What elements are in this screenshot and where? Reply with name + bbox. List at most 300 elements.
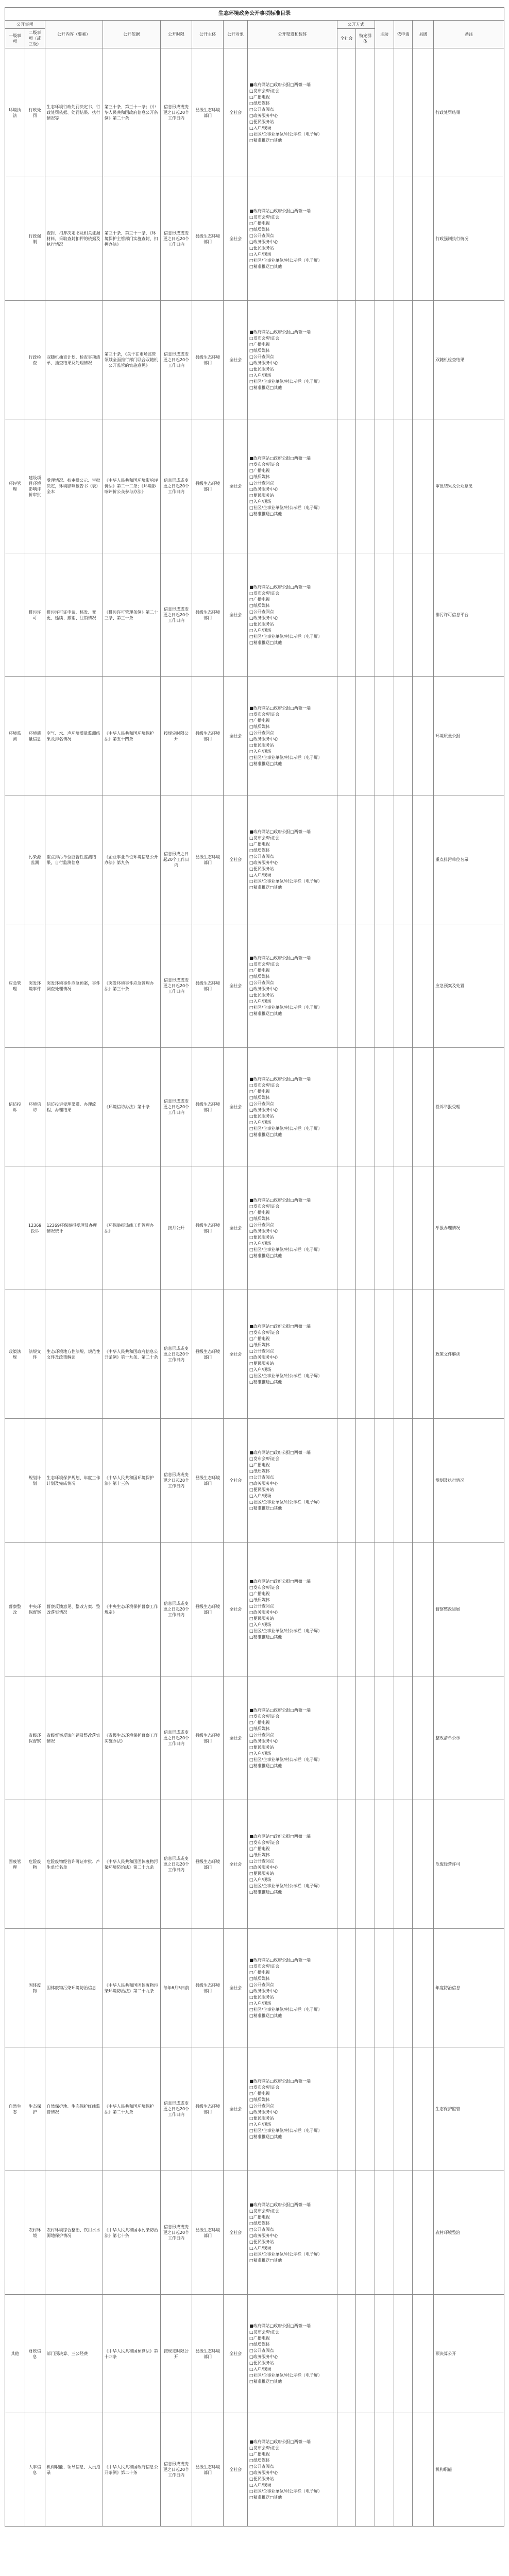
cell-basis: 重点排污单位监督性监测结果，自行监测信息 (45, 795, 103, 924)
cell-mode-all (337, 419, 356, 553)
cell-basis: 生态环境保护规划、年度工作计划及完成情况 (45, 1419, 103, 1543)
channel-item: □便民服务站 (249, 743, 274, 748)
channel-item: ■政府网站□政府公报□两微一端 (249, 956, 311, 960)
channel-item: □广播电视 (249, 597, 270, 602)
channel-item: □纸质媒体 (249, 101, 270, 106)
channel-item: □便民服务站 (249, 1361, 274, 1366)
cell-duration: 信息形成或变更之日起20个工作日内 (160, 1048, 192, 1166)
cell-mode-specific (356, 48, 375, 177)
channel-item: □广播电视 (249, 1846, 270, 1851)
cell-content: 《环保举报热线工作管理办法》 (103, 1166, 160, 1290)
channel-item: □精准推送□其他 (249, 1132, 282, 1137)
cell-level2: 12369投诉 (25, 1166, 45, 1290)
cell-level (413, 2047, 434, 2171)
channel-item: □入户/现场 (249, 2483, 272, 2487)
cell-level1: 环评管理 (5, 419, 25, 553)
cell-mode-specific (356, 2171, 375, 2295)
table-row (5, 1929, 504, 2047)
cell-basis: 督察反馈意见、整改方案、整改落实情况 (45, 1543, 103, 1676)
cell-basis: 固体废物污染环境防治信息 (45, 1929, 103, 2047)
cell-subject: 县级生态环境部门 (192, 48, 224, 177)
cell-note: 督察整改进展 (434, 1543, 504, 1676)
channel-item: □政务服务中心 (249, 113, 278, 118)
cell-content: 《中华人民共和国环境保护法》第五十四条 (103, 677, 160, 795)
cell-subject: 县级生态环境部门 (192, 2047, 224, 2171)
cell-basis: 双随机抽查计划、检查事项清单、抽查结果及处理情况 (45, 301, 103, 419)
cell-duration: 信息形成或变更之日起20个工作日内 (160, 553, 192, 677)
cell-mode-all (337, 1800, 356, 1929)
cell-subject: 县级生态环境部门 (192, 677, 224, 795)
cell-mode-specific (356, 924, 375, 1048)
channel-item: □精准推送□其他 (249, 2379, 282, 2384)
cell-level2: 行政强制 (25, 177, 45, 301)
channel-item: □政务服务中心 (249, 240, 278, 244)
channel-item: □社区/企事业单位/村公示栏（电子屏） (249, 879, 323, 884)
channel-item: □公开查阅点 (249, 2348, 274, 2353)
cell-mode-all (337, 677, 356, 795)
cell-level1 (5, 1419, 25, 1543)
channel-item: □便民服务站 (249, 2240, 274, 2244)
channel-item: □政务服务中心 (249, 1865, 278, 1870)
cell-mode-all (337, 1290, 356, 1419)
channel-item: □精准推送□其他 (249, 1764, 282, 1768)
cell-duration: 每年6月5日前 (160, 1929, 192, 2047)
cell-level1 (5, 177, 25, 301)
channel-item: □政务服务中心 (249, 616, 278, 620)
cell-mode-specific (356, 2295, 375, 2413)
channel-item: □发布会/听证会 (249, 215, 280, 219)
channel-item: □广播电视 (249, 1970, 270, 1975)
cell-content: 《中华人民共和国政府信息公开条例》第十九条、第二十条 (103, 1290, 160, 1419)
cell-level (413, 1543, 434, 1676)
channel-item: □发布会/听证会 (249, 1456, 280, 1461)
channel-item: ■政府网站□政府公报□两微一端 (249, 1077, 311, 1081)
channel-item: □便民服务站 (249, 120, 274, 124)
channel-item: □政务服务中心 (249, 737, 278, 741)
cell-level1: 督察整改 (5, 1543, 25, 1676)
cell-way (375, 419, 394, 553)
cell-subject: 县级生态环境部门 (192, 795, 224, 924)
cell-way2 (394, 1543, 413, 1676)
channel-item: □社区/企事业单位/村公示栏（电子屏） (249, 2252, 323, 2257)
cell-mode-specific (356, 1166, 375, 1290)
cell-subject: 县级生态环境部门 (192, 2171, 224, 2295)
channel-item: □精准推送□其他 (249, 2495, 282, 2500)
cell-duration: 信息形成之日起20个工作日内 (160, 795, 192, 924)
cell-mode-all (337, 301, 356, 419)
cell-level1: 环境执法 (5, 48, 25, 177)
channel-item: □便民服务站 (249, 993, 274, 997)
cell-way (375, 795, 394, 924)
channel-item: □纸质媒体 (249, 2342, 270, 2347)
channel-item: □政务服务中心 (249, 2110, 278, 2114)
channel-item: □精准推送□其他 (249, 385, 282, 390)
cell-channel (248, 1166, 337, 1290)
table-row (5, 1419, 504, 1543)
channel-item: □政务服务中心 (249, 1108, 278, 1112)
cell-level1 (5, 795, 25, 924)
cell-way2 (394, 48, 413, 177)
cell-way (375, 2171, 394, 2295)
channel-item: □公开查阅点 (249, 2104, 274, 2108)
channel-item: □便民服务站 (249, 1616, 274, 1621)
cell-basis: 受理情况、拟审批公示、审批决定，环境影响报告书（表）全本 (45, 419, 103, 553)
cell-level2: 环境信访 (25, 1048, 45, 1166)
cell-level2: 规划计划 (25, 1419, 45, 1543)
cell-subject: 县级生态环境部门 (192, 924, 224, 1048)
cell-object: 全社会 (224, 1290, 248, 1419)
cell-basis: 生态环境行政处罚决定书，行政处罚依据、处罚结果、执行情况等 (45, 48, 103, 177)
channel-item: □社区/企事业单位/村公示栏（电子屏） (249, 2489, 323, 2494)
channel-item: □公开查阅点 (249, 1604, 274, 1608)
channel-item: □广播电视 (249, 718, 270, 723)
cell-object: 全社会 (224, 2171, 248, 2295)
cell-content: 《中华人民共和国预算法》第十四条 (103, 2295, 160, 2413)
cell-way2 (394, 177, 413, 301)
channel-item: □社区/企事业单位/村公示栏（电子屏） (249, 132, 323, 137)
channel-item: □政务服务中心 (249, 987, 278, 991)
channel-item: □公开查阅点 (249, 2227, 274, 2232)
cell-subject: 县级生态环境部门 (192, 301, 224, 419)
cell-mode-all (337, 1166, 356, 1290)
header-level: 县级 (413, 21, 434, 48)
header-duration: 公开时限 (160, 21, 192, 48)
channel-item: □广播电视 (249, 1463, 270, 1467)
channel-item: □发布会/听证会 (249, 1330, 280, 1335)
channel-item: □广播电视 (249, 2336, 270, 2341)
channel-item: □公开查阅点 (249, 2464, 274, 2469)
cell-object: 全社会 (224, 301, 248, 419)
cell-object: 全社会 (224, 924, 248, 1048)
channel-item: □社区/企事业单位/村公示栏（电子屏） (249, 1757, 323, 1762)
cell-way (375, 301, 394, 419)
cell-duration: 信息形成或变更之日起20个工作日内 (160, 1290, 192, 1419)
header-level1: 一级事项 (5, 29, 25, 48)
cell-level (413, 48, 434, 177)
channel-item: □发布会/听证会 (249, 2209, 280, 2213)
table-row (5, 2295, 504, 2413)
channel-item: □广播电视 (249, 2215, 270, 2219)
channel-item: □公开查阅点 (249, 481, 274, 485)
cell-object: 全社会 (224, 2413, 248, 2527)
catalog-table (5, 20, 504, 2527)
channel-item: □公开查阅点 (249, 1733, 274, 1737)
channel-item: □纸质媒体 (249, 2097, 270, 2102)
cell-duration: 按规定时限公开 (160, 677, 192, 795)
channel-item: □社区/企事业单位/村公示栏（电子屏） (249, 1374, 323, 1378)
channel-item: □便民服务站 (249, 867, 274, 871)
channel-item: □公开查阅点 (249, 354, 274, 359)
cell-basis: 12369环保举报受理及办理情况统计 (45, 1166, 103, 1290)
cell-mode-all (337, 1419, 356, 1543)
cell-way2 (394, 553, 413, 677)
cell-channel (248, 2295, 337, 2413)
cell-mode-specific (356, 1800, 375, 1929)
channel-item: □公开查阅点 (249, 1982, 274, 1987)
cell-object: 全社会 (224, 795, 248, 924)
cell-mode-specific (356, 1419, 375, 1543)
channel-item: □入户/现场 (249, 1877, 272, 1882)
channel-item: ■政府网站□政府公报□两微一端 (249, 585, 311, 589)
cell-level2: 财政信息 (25, 2295, 45, 2413)
cell-object: 全社会 (224, 177, 248, 301)
channel-item: □入户/现场 (249, 1367, 272, 1372)
channel-item: □入户/现场 (249, 373, 272, 378)
channel-item: □广播电视 (249, 1720, 270, 1725)
cell-level1: 自然生态 (5, 2047, 25, 2171)
cell-note: 环境质量公报 (434, 677, 504, 795)
channel-item: □公开查阅点 (249, 1349, 274, 1353)
channel-item: □纸质媒体 (249, 2221, 270, 2226)
channel-item: ■政府网站□政府公报□两微一端 (249, 1324, 311, 1329)
channel-item: □广播电视 (249, 1089, 270, 1094)
channel-item: □精准推送□其他 (249, 2134, 282, 2139)
channel-item: ■政府网站□政府公报□两微一端 (249, 1834, 311, 1839)
cell-channel (248, 1543, 337, 1676)
table-row (5, 1543, 504, 1676)
channel-item: □精准推送□其他 (249, 2013, 282, 2018)
channel-item: □政务服务中心 (249, 1610, 278, 1615)
channel-item: □发布会/听证会 (249, 2446, 280, 2450)
cell-duration: 信息形成或变更之日起20个工作日内 (160, 301, 192, 419)
cell-subject: 县级生态环境部门 (192, 1929, 224, 2047)
cell-channel (248, 2413, 337, 2527)
channel-item: □社区/企事业单位/村公示栏（电子屏） (249, 2373, 323, 2378)
channel-item: □精准推送□其他 (249, 1890, 282, 1894)
cell-basis: 信访投诉受理渠道、办理流程、办理结果 (45, 1048, 103, 1166)
table-row (5, 301, 504, 419)
cell-content: 《中华人民共和国水污染防治法》第七十条 (103, 2171, 160, 2295)
cell-level2: 中央环保督察 (25, 1543, 45, 1676)
header-level2: 二级事项（或三级） (25, 29, 45, 48)
cell-level2: 排污许可 (25, 553, 45, 677)
cell-level1: 应急管理 (5, 924, 25, 1048)
table-row (5, 48, 504, 177)
cell-level (413, 419, 434, 553)
channel-item: □社区/企事业单位/村公示栏（电子屏） (249, 1005, 323, 1010)
cell-note: 应急预案及处置 (434, 924, 504, 1048)
cell-mode-all (337, 2171, 356, 2295)
channel-item: □纸质媒体 (249, 848, 270, 853)
header-way: 主动 (375, 21, 394, 48)
cell-level (413, 1800, 434, 1929)
channel-item: □发布会/听证会 (249, 2330, 280, 2334)
table-row (5, 924, 504, 1048)
cell-way (375, 1800, 394, 1929)
table-row (5, 553, 504, 677)
cell-channel (248, 795, 337, 924)
cell-way (375, 1419, 394, 1543)
channel-item: □发布会/听证会 (249, 962, 280, 967)
channel-item: ■政府网站□政府公报□两微一端 (249, 456, 311, 461)
channel-item: □社区/企事业单位/村公示栏（电子屏） (249, 2128, 323, 2133)
channel-item: ■政府网站□政府公报□两微一端 (249, 2439, 311, 2444)
cell-note: 行政处罚结果 (434, 48, 504, 177)
cell-object: 全社会 (224, 2295, 248, 2413)
channel-item: □公开查阅点 (249, 731, 274, 735)
cell-mode-specific (356, 1290, 375, 1419)
channel-item: □公开查阅点 (249, 1101, 274, 1106)
channel-item: □广播电视 (249, 842, 270, 846)
cell-way (375, 677, 394, 795)
channel-item: ■政府网站□政府公报□两微一端 (249, 706, 311, 710)
cell-level2: 农村环境 (25, 2171, 45, 2295)
cell-content: 《环境信访办法》第十条 (103, 1048, 160, 1166)
channel-item: □入户/现场 (249, 2001, 272, 2006)
channel-item: □入户/现场 (249, 628, 272, 633)
channel-item: □精准推送□其他 (249, 1506, 282, 1511)
channel-item: □广播电视 (249, 1336, 270, 1341)
cell-note: 行政强制执行情况 (434, 177, 504, 301)
channel-item: □社区/企事业单位/村公示栏（电子屏） (249, 755, 323, 760)
table-row (5, 795, 504, 924)
cell-object: 全社会 (224, 419, 248, 553)
cell-mode-all (337, 795, 356, 924)
channel-item: □入户/现场 (249, 252, 272, 257)
cell-way2 (394, 419, 413, 553)
channel-item: □发布会/听证会 (249, 462, 280, 467)
cell-object: 全社会 (224, 1676, 248, 1800)
channel-item: □社区/企事业单位/村公示栏（电子屏） (249, 1629, 323, 1633)
cell-mode-specific (356, 2413, 375, 2527)
cell-level2: 法规文件 (25, 1290, 45, 1419)
cell-duration: 按月公开 (160, 1166, 192, 1290)
cell-note: 重点排污单位名录 (434, 795, 504, 924)
cell-content: 《突发环境事件应急管理办法》第三十条 (103, 924, 160, 1048)
cell-level (413, 924, 434, 1048)
header-mode-specific: 特定群体 (356, 29, 375, 48)
table-row (5, 177, 504, 301)
cell-channel (248, 1929, 337, 2047)
header-channel: 公开渠道和载体 (248, 21, 337, 48)
channel-item: □广播电视 (249, 1210, 270, 1215)
channel-item: □发布会/听证会 (249, 591, 280, 596)
cell-subject: 县级生态环境部门 (192, 553, 224, 677)
cell-note: 举报办理情况 (434, 1166, 504, 1290)
cell-object: 全社会 (224, 1800, 248, 1929)
cell-basis: 排污许可证申请、核发、变更、延续、撤销、注销情况 (45, 553, 103, 677)
cell-mode-specific (356, 795, 375, 924)
channel-item: □政务服务中心 (249, 1739, 278, 1743)
channel-item: □便民服务站 (249, 1114, 274, 1118)
channel-item: □入户/现场 (249, 2367, 272, 2371)
cell-way (375, 48, 394, 177)
cell-subject: 县级生态环境部门 (192, 1543, 224, 1676)
channel-item: □精准推送□其他 (249, 512, 282, 516)
cell-content: 《中华人民共和国环境影响评价法》第二十二条；《环境影响评价公众参与办法》 (103, 419, 160, 553)
cell-content: 《中华人民共和国固体废物污染环境防治法》第二十九条 (103, 1929, 160, 2047)
cell-object: 全社会 (224, 1166, 248, 1290)
cell-content: 第三十条，《关于在市场监管领域全面推行部门联合双随机一公开监管的实施意见》 (103, 301, 160, 419)
channel-item: □入户/现场 (249, 2246, 272, 2250)
header-mode-all: 全社会 (337, 29, 356, 48)
channel-item: □精准推送□其他 (249, 264, 282, 269)
cell-duration: 信息形成或变更之日起20个工作日内 (160, 177, 192, 301)
cell-subject: 县级生态环境部门 (192, 1048, 224, 1166)
cell-level1 (5, 1676, 25, 1800)
cell-level (413, 2413, 434, 2527)
channel-item: □发布会/听证会 (249, 336, 280, 341)
cell-note: 危废经营许可 (434, 1800, 504, 1929)
channel-item: ■政府网站□政府公报□两微一端 (249, 330, 311, 334)
cell-channel (248, 553, 337, 677)
channel-item: □纸质媒体 (249, 2458, 270, 2463)
cell-basis: 突发环境事件应急预案，事件调查处理情况 (45, 924, 103, 1048)
cell-level1: 政策法规 (5, 1290, 25, 1419)
cell-way2 (394, 1929, 413, 2047)
channel-item: □精准推送□其他 (249, 138, 282, 143)
cell-level2: 生态保护 (25, 2047, 45, 2171)
channel-item: □发布会/听证会 (249, 89, 280, 93)
cell-duration: 信息形成或变更之日起20个工作日内 (160, 2047, 192, 2171)
cell-way2 (394, 2047, 413, 2171)
channel-item: □便民服务站 (249, 493, 274, 498)
cell-basis: 省级督察反馈问题及整改落实情况 (45, 1676, 103, 1800)
cell-mode-all (337, 1048, 356, 1166)
channel-item: □公开查阅点 (249, 980, 274, 985)
channel-item: □政务服务中心 (249, 2354, 278, 2359)
cell-channel (248, 1800, 337, 1929)
channel-item: □入户/现场 (249, 126, 272, 130)
cell-level (413, 1419, 434, 1543)
cell-subject: 县级生态环境部门 (192, 1290, 224, 1419)
channel-item: □精准推送□其他 (249, 2258, 282, 2263)
cell-level1: 其他 (5, 2295, 25, 2413)
cell-mode-all (337, 2047, 356, 2171)
cell-duration: 信息形成或变更之日起20个工作日内 (160, 1543, 192, 1676)
channel-item: □入户/现场 (249, 999, 272, 1004)
channel-item: □纸质媒体 (249, 1853, 270, 1857)
channel-item: □广播电视 (249, 95, 270, 99)
cell-level (413, 177, 434, 301)
channel-item: □发布会/听证会 (249, 1840, 280, 1845)
document (5, 7, 504, 2527)
cell-level2: 固体废物 (25, 1929, 45, 2047)
channel-item: □入户/现场 (249, 1120, 272, 1125)
cell-content: 《中华人民共和国政府信息公开条例》第二十条 (103, 2413, 160, 2527)
table-row (5, 1800, 504, 1929)
channel-item: □精准推送□其他 (249, 1635, 282, 1639)
cell-way (375, 1676, 394, 1800)
channel-item: □精准推送□其他 (249, 761, 282, 766)
channel-item: □精准推送□其他 (249, 1011, 282, 1016)
channel-item: ■政府网站□政府公报□两微一端 (249, 2324, 311, 2328)
cell-level1 (5, 1929, 25, 2047)
channel-item: □公开查阅点 (249, 609, 274, 614)
table-row (5, 1048, 504, 1166)
cell-mode-specific (356, 419, 375, 553)
cell-channel (248, 1676, 337, 1800)
channel-item: □社区/企事业单位/村公示栏（电子屏） (249, 2007, 323, 2012)
channel-item: □纸质媒体 (249, 1095, 270, 1100)
cell-mode-all (337, 2295, 356, 2413)
channel-item: □发布会/听证会 (249, 1714, 280, 1719)
channel-item: □入户/现场 (249, 1494, 272, 1498)
cell-level1 (5, 2171, 25, 2295)
cell-channel (248, 2047, 337, 2171)
cell-content: 《中央生态环境保护督察工作规定》 (103, 1543, 160, 1676)
cell-level (413, 2171, 434, 2295)
channel-item: □广播电视 (249, 968, 270, 973)
channel-item: □入户/现场 (249, 1751, 272, 1756)
cell-mode-specific (356, 1929, 375, 2047)
channel-item: □广播电视 (249, 342, 270, 347)
cell-note: 整改清单公示 (434, 1676, 504, 1800)
channel-item: □公开查阅点 (249, 1859, 274, 1863)
cell-subject: 县级生态环境部门 (192, 1166, 224, 1290)
channel-item: ■政府网站□政府公报□两微一端 (249, 1708, 311, 1713)
table-row (5, 419, 504, 553)
